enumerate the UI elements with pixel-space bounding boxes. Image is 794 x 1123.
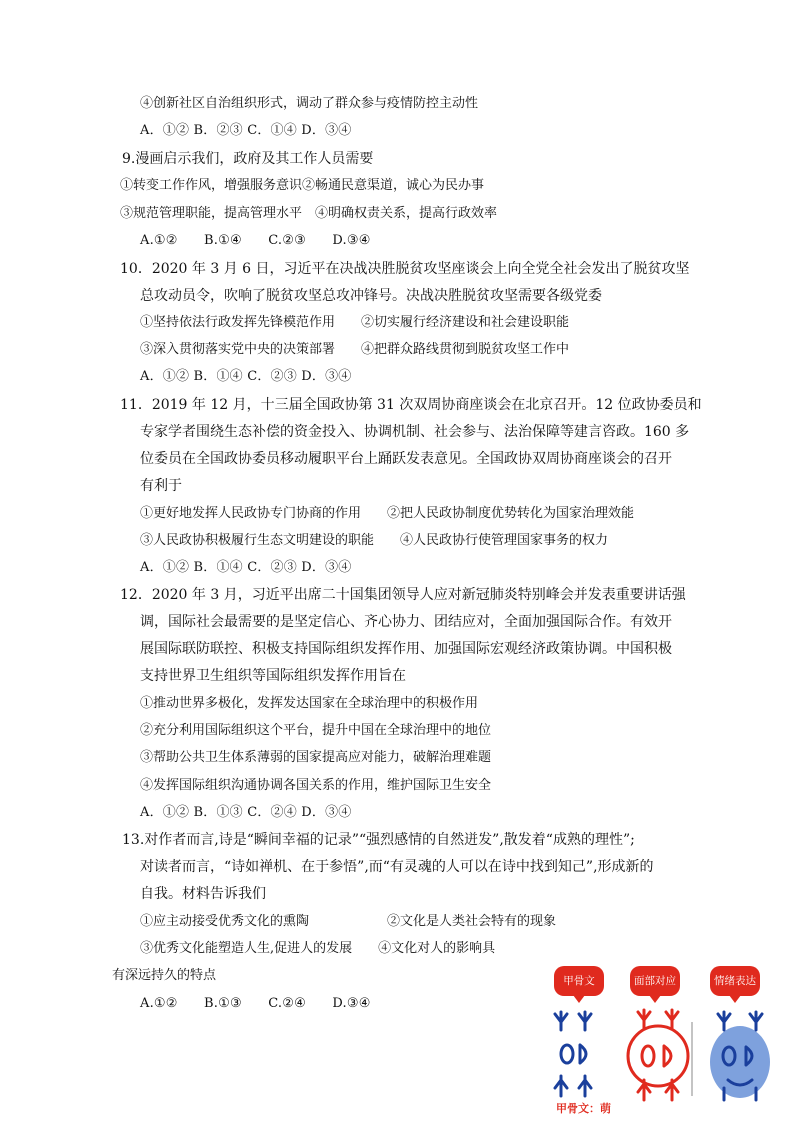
- q10-options-3-4: ③深入贯彻落实党中央的决策部署 ④把群众路线贯彻到脱贫攻坚工作中: [140, 342, 570, 357]
- q10-stem-2: 总攻动员令，吹响了脱贫攻坚总攻冲锋号。决战决胜脱贫攻坚需要各级党委: [140, 288, 602, 304]
- q12-option-4: ④发挥国际组织沟通协调各国关系的作用，维护国际卫生安全: [140, 778, 492, 793]
- q12-stem-2: 调，国际社会最需要的是坚定信心、齐心协力、团结应对，全面加强国际合作。有效开: [140, 614, 672, 630]
- face-mapping-glyph-icon: [622, 1006, 694, 1106]
- oracle-bone-figure: [552, 958, 788, 1123]
- tag-face-mapping: 面部对应: [630, 966, 680, 996]
- q12-stem-1: 12．2020 年 3 月，习近平出席二十国集团领导人应对新冠肺炎特别峰会并发表重要讲话强: [120, 587, 686, 603]
- q8-answers: A．①② B．②③ C．①④ D．③④: [140, 123, 352, 138]
- q12-stem-3: 展国际联防联控、积极支持国际组织发挥作用、加强国际宏观经济政策协调。中国积极: [140, 641, 672, 657]
- q10-answers: A．①② B．①④ C．②③ D．③④: [140, 369, 352, 384]
- q12-stem-4: 支持世界卫生组织等国际组织发挥作用旨在: [140, 668, 406, 684]
- q9-options-1-2: ①转变工作作风，增强服务意识②畅通民意渠道，诚心为民办事: [120, 178, 485, 193]
- q13-stem-1: 13.对作者而言,诗是“瞬间幸福的记录”“强烈感情的自然迸发”,散发着“成熟的理性”;: [122, 832, 635, 848]
- q13-options-1-2: ①应主动接受优秀文化的熏陶 ②文化是人类社会特有的现象: [140, 914, 557, 929]
- q13-stem-3: 自我。材料告诉我们: [140, 886, 266, 902]
- tag-emotion: 情绪表达: [710, 966, 760, 996]
- q10-stem-1: 10．2020 年 3 月 6 日，习近平在决战决胜脱贫攻坚座谈会上向全党全社会发出了脱贫攻坚: [120, 261, 690, 277]
- q8-option-4: ④创新社区自治组织形式，调动了群众参与疫情防控主动性: [140, 96, 479, 111]
- q11-stem-2: 专家学者围绕生态补偿的资金投入、协调机制、社会参与、法治保障等建言咨政。160 多: [140, 424, 690, 440]
- q13-stem-2: 对读者而言，“诗如禅机、在于参悟”,而“有灵魂的人可以在诗中找到知己”,形成新的: [140, 859, 654, 875]
- q11-options-1-2: ①更好地发挥人民政协专门协商的作用 ②把人民政协制度优势转化为国家治理效能: [140, 506, 635, 521]
- q12-answers: A．①② B．①③ C．②④ D．③④: [140, 805, 352, 820]
- q11-answers: A．①② B．①④ C．②③ D．③④: [140, 560, 352, 575]
- q11-stem-3: 位委员在全国政协委员移动履职平台上踊跃发表意见。全国政协双周协商座谈会的召开: [140, 451, 672, 467]
- tag-oracle-bone: 甲骨文: [554, 966, 604, 996]
- q12-option-3: ③帮助公共卫生体系薄弱的国家提高应对能力，破解治理难题: [140, 750, 492, 765]
- q12-option-2: ②充分利用国际组织这个平台，提升中国在全球治理中的地位: [140, 723, 492, 738]
- q11-stem-4: 有利于: [140, 478, 182, 494]
- q13-option-4-continued: 有深远持久的特点: [112, 968, 217, 983]
- q11-stem-1: 11．2019 年 12 月，十三届全国政协第 31 次双周协商座谈会在北京召开。12 位政协委员和: [120, 397, 702, 413]
- q9-answers: A.①② B.①④ C.②③ D.③④: [140, 233, 371, 248]
- q13-options-3-4: ③优秀文化能塑造人生,促进人的发展 ④文化对人的影响具: [140, 941, 496, 956]
- figure-caption: 甲骨文：萌: [556, 1102, 611, 1115]
- q13-answers: A.①② B.①③ C.②④ D.③④: [140, 996, 371, 1011]
- oracle-bone-glyph-icon: [552, 1008, 598, 1100]
- q12-option-1: ①推动世界多极化，发挥发达国家在全球治理中的积极作用: [140, 696, 479, 711]
- q9-options-3-4: ③规范管理职能，提高管理水平 ④明确权责关系，提高行政效率: [120, 206, 498, 221]
- q11-options-3-4: ③人民政协积极履行生态文明建设的职能 ④人民政协行使管理国家事务的权力: [140, 533, 609, 548]
- emotion-face-glyph-icon: [700, 1006, 780, 1106]
- q9-stem: 9.漫画启示我们，政府及其工作人员需要: [122, 151, 374, 167]
- q10-options-1-2: ①坚持依法行政发挥先锋模范作用 ②切实履行经济建设和社会建设职能: [140, 315, 570, 330]
